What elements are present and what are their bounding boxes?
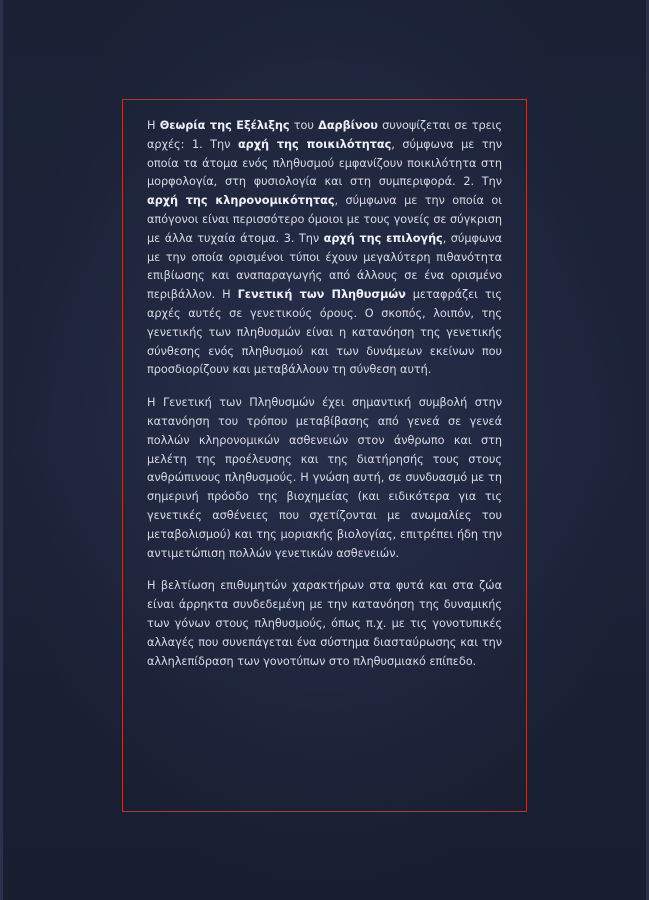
paragraph <box>147 394 502 563</box>
text-segment: Η βελτίωση επιθυμητών χαρακτήρων στα φυτά και στα ζώα είναι άρρηκτα συνδεδεμένη με την κατανόηση της δυναμικής των γόνων στους πληθυσμούς, όπως π.χ. με τις γονοτυπικές αλλαγές που συνεπάγεται ένα σύστημα διασταύρωσης και την αλληλεπίδραση των γονοτύπων στο πληθυσμιακό επίπεδο. <box>147 579 502 668</box>
text-segment: μεταφράζει τις αρχές αυτές σε γενετικούς όρους. Ο σκοπός, λοιπόν, της γενετικής των πληθυσμών είναι η κατανόηση της γενετικής σύνθεσης ενός πληθυσμού και των δυνάμεων εκείνων που προσδιορίζουν και μεταβάλλουν τη σύνθεση αυτή. <box>147 288 503 377</box>
text-segment: του <box>289 119 319 132</box>
text-segment: συνοψίζεται σε τρεις αρχές: 1. Την <box>147 119 503 151</box>
bold-term: Θεωρία της Εξέλιξης <box>159 119 290 132</box>
bold-term: αρχή της ποικιλότητας <box>237 137 392 151</box>
text-segment: Η <box>147 119 160 132</box>
paragraph <box>147 577 502 671</box>
text-segment: , σύμφωνα με την οποία ορισμένοι τύποι έχουν μεγαλύτερη πιθανότητα επιβίωσης και αναπαραγωγής από άλλους σε ένα ορισμένο περιβάλλον. Η <box>147 231 502 302</box>
text-segment: , σύμφωνα με την οποία τα άτομα ενός πληθυσμού εμφανίζουν ποικιλότητα στη μορφολογία, στη φυσιολογία και στη συμπεριφορά. 2. Την <box>147 137 502 189</box>
bold-term: αρχή της επιλογής <box>323 231 443 245</box>
blurb-text <box>147 117 502 685</box>
bold-term: αρχή της κληρονομικότητας <box>147 194 335 208</box>
bold-term: Δαρβίνου <box>318 119 378 132</box>
text-segment: Η Γενετική των Πληθυσμών έχει σημαντική συμβολή στην κατανόηση του τρόπου μεταβίβασης από γενεά σε γενεά πολλών κληρονομικών ασθενειών στον άνθρωπο και στη μελέτη της προέλευσης και της διατήρησής τους στους ανθρώπινους πληθυσμούς. Η γνώση αυτή, σε συνδυασμό με τη σημερινή πρόοδο της βιοχημείας (και ειδικότερα για τις γενετικές ασθένειες που σχετίζονται με ανωμαλίες του μεταβολισμού) και της μοριακής βιολογίας, επιτρέπει ήδη την αντιμετώπιση πολλών γενετικών ασθενειών. <box>147 396 502 560</box>
bold-term: Γενετική των Πληθυσμών <box>237 288 406 302</box>
paragraph <box>147 117 502 380</box>
text-segment: , σύμφωνα με την οποία οι απόγονοι είναι περισσότερο όμοιοι με τους γονείς σε σύγκριση με άλλα τυχαία άτομα. 3. Την <box>147 194 503 245</box>
cover-edge-left <box>0 0 3 900</box>
